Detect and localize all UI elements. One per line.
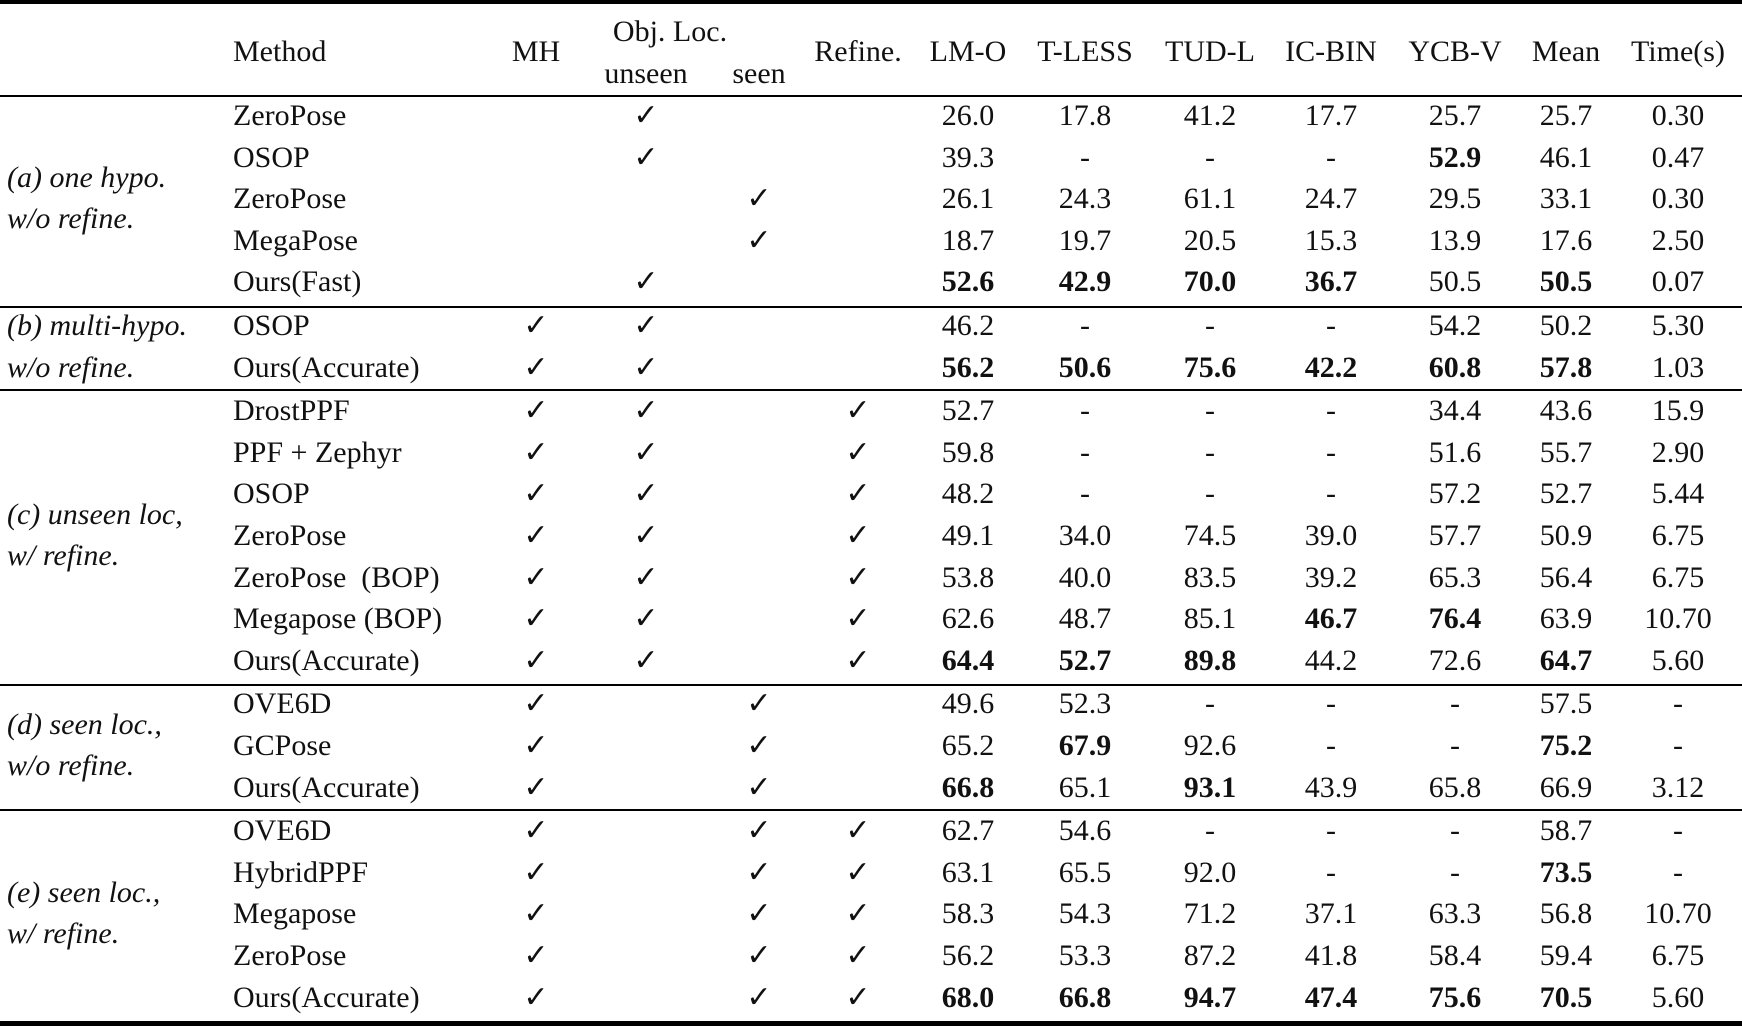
value-time: 0.47 <box>1651 140 1705 174</box>
method-name: Megapose (BOP) <box>233 602 443 636</box>
check-icon-unseen: ✓ <box>633 308 659 343</box>
header-mh: MH <box>511 35 561 68</box>
check-icon-seen: ✓ <box>746 769 772 805</box>
group-rule <box>0 306 1742 308</box>
value-mean: 33.1 <box>1539 182 1593 216</box>
check-icon-mh: ✓ <box>523 518 549 553</box>
value-ic-bin: - <box>1326 729 1336 762</box>
value-lm-o: 64.4 <box>941 643 995 677</box>
method-name: Ours(Accurate) <box>233 350 420 384</box>
value-time: 6.75 <box>1651 560 1705 594</box>
value-ic-bin: - <box>1326 687 1336 721</box>
value-ic-bin: - <box>1326 435 1336 469</box>
value-mean: 56.4 <box>1539 560 1593 594</box>
value-ycb-v: 51.6 <box>1428 435 1482 469</box>
check-icon-mh: ✓ <box>523 308 549 343</box>
check-icon-mh: ✓ <box>523 813 549 849</box>
value-ycb-v: 63.3 <box>1428 897 1482 931</box>
check-icon-refine: ✓ <box>845 979 871 1015</box>
check-icon-refine: ✓ <box>845 642 871 678</box>
value-t-less: 50.6 <box>1058 350 1112 384</box>
value-lm-o: 63.1 <box>941 855 995 889</box>
check-icon-mh: ✓ <box>523 686 549 722</box>
value-t-less: 19.7 <box>1058 223 1112 257</box>
value-time: 6.75 <box>1651 519 1705 552</box>
check-icon-mh: ✓ <box>523 728 549 763</box>
value-lm-o: 66.8 <box>941 770 995 804</box>
value-t-less: 54.3 <box>1058 897 1112 931</box>
check-icon-refine: ✓ <box>845 601 871 637</box>
method-name: OSOP <box>233 140 310 174</box>
method-name: ZeroPose <box>233 939 347 972</box>
value-tud-l: - <box>1205 814 1215 848</box>
value-ycb-v: 76.4 <box>1428 602 1482 636</box>
value-time: 5.44 <box>1651 477 1705 511</box>
header-refine: Refine. <box>814 35 902 68</box>
header-ycb-v: YCB-V <box>1408 35 1502 68</box>
group-label-line1: (c) unseen loc, <box>7 497 183 531</box>
check-icon-refine: ✓ <box>845 559 871 595</box>
value-t-less: 42.9 <box>1058 265 1112 299</box>
value-lm-o: 53.8 <box>941 560 995 594</box>
value-ic-bin: - <box>1326 814 1336 848</box>
value-mean: 66.9 <box>1539 770 1593 804</box>
value-mean: 50.9 <box>1539 519 1593 552</box>
value-t-less: 52.3 <box>1058 687 1112 721</box>
check-icon-seen: ✓ <box>746 854 772 890</box>
value-lm-o: 56.2 <box>941 350 995 384</box>
header-obj-loc: Obj. Loc. <box>612 15 728 48</box>
value-ycb-v: - <box>1450 687 1460 721</box>
value-time: 10.70 <box>1644 897 1712 931</box>
check-icon-mh: ✓ <box>523 642 549 678</box>
value-ycb-v: - <box>1450 814 1460 848</box>
value-tud-l: - <box>1205 687 1215 721</box>
method-name: OSOP <box>233 477 310 511</box>
check-icon-unseen: ✓ <box>633 642 659 678</box>
value-lm-o: 26.0 <box>941 99 995 132</box>
value-tud-l: 83.5 <box>1183 560 1237 594</box>
method-name: Megapose <box>233 897 357 931</box>
header-mean: Mean <box>1531 35 1601 68</box>
value-tud-l: 71.2 <box>1183 897 1237 931</box>
check-icon-seen: ✓ <box>746 728 772 763</box>
value-ycb-v: 52.9 <box>1428 140 1482 174</box>
check-icon-mh: ✓ <box>523 854 549 890</box>
check-icon-mh: ✓ <box>523 896 549 932</box>
value-tud-l: 74.5 <box>1183 519 1237 552</box>
value-tud-l: 41.2 <box>1183 99 1237 132</box>
check-icon-seen: ✓ <box>746 686 772 722</box>
value-ic-bin: 43.9 <box>1304 770 1358 804</box>
check-icon-mh: ✓ <box>523 938 549 973</box>
value-t-less: 34.0 <box>1058 519 1112 552</box>
value-time: 0.30 <box>1651 99 1705 132</box>
value-ycb-v: 50.5 <box>1428 265 1482 299</box>
check-icon-refine: ✓ <box>845 813 871 849</box>
value-mean: 55.7 <box>1539 435 1593 469</box>
method-name: Ours(Accurate) <box>233 643 420 677</box>
value-ycb-v: 34.4 <box>1428 394 1482 428</box>
value-ic-bin: - <box>1326 477 1336 511</box>
value-time: 6.75 <box>1651 939 1705 972</box>
value-lm-o: 68.0 <box>941 980 995 1014</box>
check-icon-unseen: ✓ <box>633 559 659 595</box>
check-icon-mh: ✓ <box>523 559 549 595</box>
method-name: OSOP <box>233 309 310 342</box>
value-lm-o: 59.8 <box>941 435 995 469</box>
value-mean: 57.8 <box>1539 350 1593 384</box>
header-tud-l: TUD-L <box>1165 35 1255 68</box>
value-time: 5.60 <box>1651 980 1705 1014</box>
value-ic-bin: 47.4 <box>1304 980 1358 1014</box>
value-tud-l: 93.1 <box>1183 770 1237 804</box>
check-icon-refine: ✓ <box>845 476 871 512</box>
value-lm-o: 65.2 <box>941 729 995 762</box>
value-time: 3.12 <box>1651 770 1705 804</box>
value-mean: 59.4 <box>1539 939 1593 972</box>
value-mean: 73.5 <box>1539 855 1593 889</box>
value-ic-bin: 46.7 <box>1304 602 1358 636</box>
value-time: 5.60 <box>1651 643 1705 677</box>
group-rule <box>0 809 1742 811</box>
value-lm-o: 62.6 <box>941 602 995 636</box>
check-icon-unseen: ✓ <box>633 393 659 429</box>
value-tud-l: 92.6 <box>1183 729 1237 762</box>
value-time: 15.9 <box>1651 394 1705 428</box>
value-time: 2.50 <box>1651 223 1705 257</box>
value-lm-o: 52.7 <box>941 394 995 428</box>
method-name: Ours(Accurate) <box>233 980 420 1014</box>
check-icon-refine: ✓ <box>845 518 871 553</box>
group-label-line2: w/o refine. <box>7 202 135 235</box>
check-icon-seen: ✓ <box>746 979 772 1015</box>
value-time: - <box>1673 814 1683 848</box>
check-icon-seen: ✓ <box>746 938 772 973</box>
value-tud-l: 89.8 <box>1183 643 1237 677</box>
value-ycb-v: 65.8 <box>1428 770 1482 804</box>
value-mean: 64.7 <box>1539 643 1593 677</box>
check-icon-unseen: ✓ <box>633 476 659 512</box>
method-name: PPF + Zephyr <box>233 435 402 469</box>
method-name: ZeroPose <box>233 519 347 552</box>
check-icon-unseen: ✓ <box>633 98 659 133</box>
check-icon-mh: ✓ <box>523 349 549 385</box>
value-time: 0.07 <box>1651 265 1705 299</box>
value-ycb-v: 29.5 <box>1428 182 1482 216</box>
check-icon-unseen: ✓ <box>633 139 659 175</box>
value-ycb-v: 54.2 <box>1428 309 1482 342</box>
value-ic-bin: 17.7 <box>1304 99 1358 132</box>
top-rule <box>0 0 1742 4</box>
value-t-less: 53.3 <box>1058 939 1112 972</box>
value-tud-l: 94.7 <box>1183 980 1237 1014</box>
group-label-line1: (a) one hypo. <box>7 161 167 194</box>
check-icon-mh: ✓ <box>523 476 549 512</box>
value-t-less: 65.1 <box>1058 770 1112 804</box>
method-name: Ours(Accurate) <box>233 770 420 804</box>
value-t-less: 40.0 <box>1058 560 1112 594</box>
header-method: Method <box>233 35 327 68</box>
value-time: 10.70 <box>1644 602 1712 636</box>
check-icon-seen: ✓ <box>746 181 772 217</box>
value-tud-l: - <box>1205 435 1215 469</box>
value-lm-o: 49.1 <box>941 519 995 552</box>
value-t-less: 52.7 <box>1058 643 1112 677</box>
value-t-less: 17.8 <box>1058 99 1112 132</box>
value-tud-l: 61.1 <box>1183 182 1237 216</box>
group-label-line1: (e) seen loc., <box>7 876 161 910</box>
value-ic-bin: - <box>1326 855 1336 889</box>
method-name: DrostPPF <box>233 394 350 428</box>
method-name: ZeroPose <box>233 182 347 216</box>
value-t-less: - <box>1080 309 1090 342</box>
check-icon-mh: ✓ <box>523 434 549 470</box>
group-label-line2: w/o refine. <box>7 748 135 782</box>
method-name: MegaPose <box>233 223 358 257</box>
method-name: HybridPPF <box>233 855 369 889</box>
value-tud-l: - <box>1205 477 1215 511</box>
value-lm-o: 52.6 <box>941 265 995 299</box>
value-t-less: 66.8 <box>1058 980 1112 1014</box>
check-icon-unseen: ✓ <box>633 264 659 300</box>
value-lm-o: 49.6 <box>941 687 995 721</box>
value-lm-o: 56.2 <box>941 939 995 972</box>
value-mean: 52.7 <box>1539 477 1593 511</box>
value-mean: 17.6 <box>1539 223 1593 257</box>
value-ic-bin: 39.0 <box>1304 519 1358 552</box>
method-name: GCPose <box>233 729 332 762</box>
value-tud-l: - <box>1205 394 1215 428</box>
value-time: - <box>1673 729 1683 762</box>
check-icon-refine: ✓ <box>845 434 871 470</box>
value-time: - <box>1673 687 1683 721</box>
group-label-line2: w/ refine. <box>7 538 120 572</box>
header-ic-bin: IC-BIN <box>1285 35 1377 68</box>
check-icon-unseen: ✓ <box>633 434 659 470</box>
method-name: Ours(Fast) <box>233 265 362 299</box>
value-ycb-v: 25.7 <box>1428 99 1482 132</box>
check-icon-mh: ✓ <box>523 769 549 805</box>
bottom-rule <box>0 1021 1742 1026</box>
value-mean: 56.8 <box>1539 897 1593 931</box>
value-time: 5.30 <box>1651 309 1705 342</box>
group-rule <box>0 684 1742 686</box>
value-lm-o: 39.3 <box>941 140 995 174</box>
value-tud-l: 92.0 <box>1183 855 1237 889</box>
check-icon-seen: ✓ <box>746 222 772 258</box>
value-t-less: 67.9 <box>1058 729 1112 762</box>
value-t-less: 24.3 <box>1058 182 1112 216</box>
value-ic-bin: 41.8 <box>1304 939 1358 972</box>
value-mean: 63.9 <box>1539 602 1593 636</box>
header-seen: seen <box>732 57 786 90</box>
value-tud-l: 70.0 <box>1183 265 1237 299</box>
header-unseen: unseen <box>604 57 688 90</box>
value-ycb-v: 72.6 <box>1428 643 1482 677</box>
value-mean: 70.5 <box>1539 980 1593 1014</box>
method-name: ZeroPose (BOP) <box>233 560 440 594</box>
value-ic-bin: 36.7 <box>1304 265 1358 299</box>
value-ic-bin: - <box>1326 309 1336 342</box>
value-ic-bin: 37.1 <box>1304 897 1358 931</box>
value-ycb-v: - <box>1450 855 1460 889</box>
value-tud-l: 75.6 <box>1183 350 1237 384</box>
value-ycb-v: 75.6 <box>1428 980 1482 1014</box>
value-t-less: 65.5 <box>1058 855 1112 889</box>
value-lm-o: 46.2 <box>941 309 995 342</box>
check-icon-unseen: ✓ <box>633 518 659 553</box>
check-icon-refine: ✓ <box>845 854 871 890</box>
value-lm-o: 62.7 <box>941 814 995 848</box>
check-icon-seen: ✓ <box>746 813 772 849</box>
group-label-line2: w/o refine. <box>7 350 135 384</box>
value-tud-l: - <box>1205 309 1215 342</box>
value-ic-bin: 44.2 <box>1304 643 1358 677</box>
group-label-line2: w/ refine. <box>7 917 120 951</box>
value-tud-l: - <box>1205 140 1215 174</box>
header-time: Time(s) <box>1631 35 1725 68</box>
value-ycb-v: 57.7 <box>1428 519 1482 552</box>
check-icon-unseen: ✓ <box>633 601 659 637</box>
header-t-less: T-LESS <box>1037 35 1133 68</box>
value-mean: 57.5 <box>1539 687 1593 721</box>
method-name: OVE6D <box>233 814 332 848</box>
value-ic-bin: 42.2 <box>1304 350 1358 384</box>
check-icon-refine: ✓ <box>845 393 871 429</box>
value-mean: 25.7 <box>1539 99 1593 132</box>
method-name: ZeroPose <box>233 99 347 132</box>
value-mean: 50.5 <box>1539 265 1593 299</box>
value-lm-o: 26.1 <box>941 182 995 216</box>
header-lm-o: LM-O <box>929 35 1007 68</box>
check-icon-refine: ✓ <box>845 896 871 932</box>
value-ic-bin: 24.7 <box>1304 182 1358 216</box>
group-label-line1: (d) seen loc., <box>7 707 162 741</box>
value-time: 1.03 <box>1651 350 1705 384</box>
value-mean: 50.2 <box>1539 309 1593 342</box>
value-ycb-v: - <box>1450 729 1460 762</box>
value-t-less: 48.7 <box>1058 602 1112 636</box>
value-time: 0.30 <box>1651 182 1705 216</box>
value-ic-bin: - <box>1326 140 1336 174</box>
value-mean: 46.1 <box>1539 140 1593 174</box>
value-t-less: 54.6 <box>1058 814 1112 848</box>
check-icon-seen: ✓ <box>746 896 772 932</box>
value-lm-o: 48.2 <box>941 477 995 511</box>
value-mean: 58.7 <box>1539 814 1593 848</box>
group-label-line1: (b) multi-hypo. <box>7 309 187 342</box>
value-ycb-v: 58.4 <box>1428 939 1482 972</box>
value-t-less: - <box>1080 435 1090 469</box>
value-ic-bin: - <box>1326 394 1336 428</box>
check-icon-unseen: ✓ <box>633 349 659 385</box>
value-ycb-v: 60.8 <box>1428 350 1482 384</box>
value-ic-bin: 15.3 <box>1304 223 1358 257</box>
value-t-less: - <box>1080 140 1090 174</box>
value-lm-o: 58.3 <box>941 897 995 931</box>
value-tud-l: 85.1 <box>1183 602 1237 636</box>
group-rule <box>0 389 1742 391</box>
check-icon-mh: ✓ <box>523 601 549 637</box>
value-lm-o: 18.7 <box>941 223 995 257</box>
value-time: - <box>1673 855 1683 889</box>
value-time: 2.90 <box>1651 435 1705 469</box>
value-ycb-v: 57.2 <box>1428 477 1482 511</box>
value-ycb-v: 65.3 <box>1428 560 1482 594</box>
value-tud-l: 87.2 <box>1183 939 1237 972</box>
value-ycb-v: 13.9 <box>1428 223 1482 257</box>
value-ic-bin: 39.2 <box>1304 560 1358 594</box>
value-mean: 43.6 <box>1539 394 1593 428</box>
header-rule <box>0 95 1742 97</box>
check-icon-mh: ✓ <box>523 393 549 429</box>
value-t-less: - <box>1080 394 1090 428</box>
value-tud-l: 20.5 <box>1183 223 1237 257</box>
value-t-less: - <box>1080 477 1090 511</box>
check-icon-mh: ✓ <box>523 979 549 1015</box>
check-icon-refine: ✓ <box>845 938 871 973</box>
method-name: OVE6D <box>233 687 332 721</box>
value-mean: 75.2 <box>1539 729 1593 762</box>
